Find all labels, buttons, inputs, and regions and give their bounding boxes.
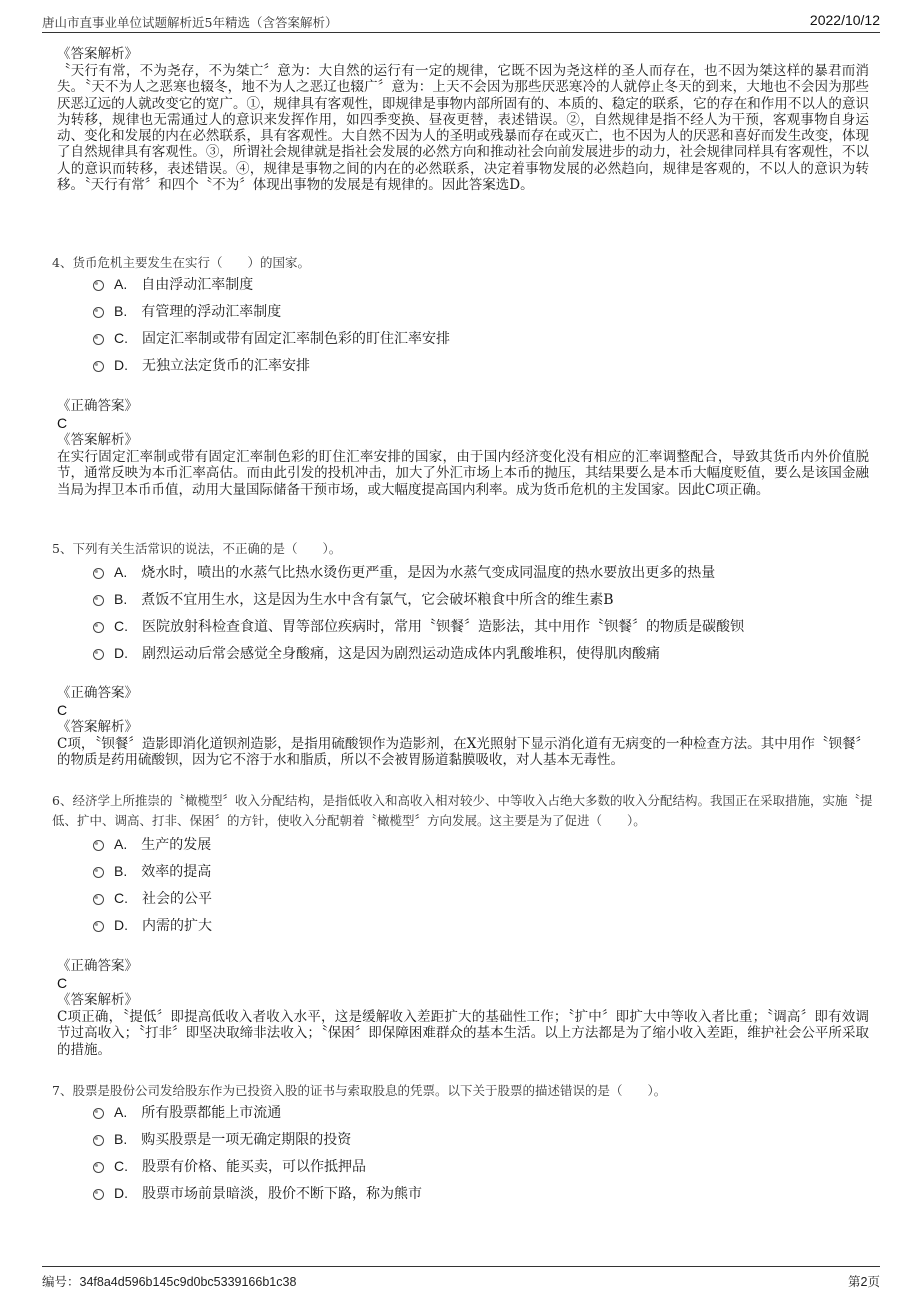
option-text: 生产的发展: [141, 836, 212, 853]
radio-icon[interactable]: [93, 1189, 104, 1200]
option-letter: B.: [114, 1130, 128, 1147]
option-letter: B.: [114, 302, 128, 319]
option-d[interactable]: [93, 1179, 873, 1206]
page-footer: [42, 1266, 880, 1289]
question-stem: 5、下列有关生活常识的说法，不正确的是（ ）。: [52, 541, 342, 556]
option-b[interactable]: [93, 297, 873, 324]
answer-value: C: [57, 975, 68, 991]
radio-icon[interactable]: [93, 334, 104, 345]
question-options: [93, 1098, 873, 1206]
option-text: 股票市场前景暗淡，股价不断下路，称为熊市: [142, 1185, 422, 1202]
page-prefix: 第: [848, 1274, 861, 1289]
option-letter: B.: [114, 862, 128, 879]
answer-block: [57, 958, 869, 1058]
option-text: 固定汇率制或带有固定汇率制色彩的盯住汇率安排: [142, 330, 450, 347]
answer-label: 《正确答案》: [57, 685, 138, 701]
document-code: [42, 1272, 296, 1290]
question-stem: 6、经济学上所推崇的〝橄榄型〞收入分配结构，是指低收入和高收入相对较少、中等收入占绝大多数的收入分配结构。我国正在采取措施，实施〝提低、扩中、调高、打非、保困〞的方针，使收入分配朝着〝橄榄型〞方向发展。这主要是为了促进（ ）。: [52, 793, 873, 828]
question-options: [93, 270, 873, 378]
option-text: 烧水时，喷出的水蒸气比热水烫伤更严重，是因为水蒸气变成同温度的热水要放出更多的热量: [141, 564, 716, 581]
page-number: [848, 1272, 880, 1290]
radio-icon[interactable]: [93, 649, 104, 660]
option-text: 医院放射科检查食道、胃等部位疾病时，常用〝钡餐〞造影法，其中用作〝钡餐〞的物质是碳酸钡: [142, 618, 744, 635]
answer-label: 《正确答案》: [57, 958, 138, 974]
radio-icon[interactable]: [93, 1162, 104, 1173]
option-b[interactable]: [93, 1125, 873, 1152]
option-letter: A.: [114, 275, 128, 292]
option-c[interactable]: [93, 612, 873, 639]
radio-icon[interactable]: [93, 1135, 104, 1146]
page-number-value: 2: [860, 1275, 868, 1289]
option-d[interactable]: [93, 351, 873, 378]
radio-icon[interactable]: [93, 921, 104, 932]
radio-icon[interactable]: [93, 307, 104, 318]
radio-icon[interactable]: [93, 894, 104, 905]
option-a[interactable]: [93, 558, 873, 585]
option-text: 所有股票都能上市流通: [141, 1104, 282, 1121]
option-a[interactable]: [93, 270, 873, 297]
analysis-label: 《答案解析》: [57, 719, 138, 735]
option-letter: A.: [114, 1103, 128, 1120]
option-c[interactable]: [93, 884, 873, 911]
option-d[interactable]: [93, 911, 873, 938]
option-letter: C.: [114, 889, 128, 906]
radio-icon[interactable]: [93, 595, 104, 606]
option-letter: A.: [114, 835, 128, 852]
radio-icon[interactable]: [93, 361, 104, 372]
analysis-label: 《答案解析》: [57, 432, 138, 448]
document-title: 唐山市直事业单位试题解析近5年精选（含答案解析）: [42, 15, 338, 30]
answer-block: [57, 685, 869, 769]
option-b[interactable]: [93, 857, 873, 884]
option-text: 社会的公平: [142, 890, 212, 907]
question-stem: 4、货币危机主要发生在实行（ ）的国家。: [52, 255, 310, 270]
question-stem: 7、股票是股份公司发给股东作为已投资入股的证书与索取股息的凭票。以下关于股票的描述错误的是（ ）。: [52, 1083, 667, 1098]
option-a[interactable]: [93, 830, 873, 857]
radio-icon[interactable]: [93, 840, 104, 851]
analysis-text: 在实行固定汇率制或带有固定汇率制色彩的盯住汇率安排的国家，由于国内经济变化没有相应的汇率调整配合，导致其货币内外价值脱节，通常反映为本币汇率高估。而由此引发的投机冲击，加大了外汇市场上本币的抛压，其结果要么是本币大幅度贬值，要么是该国金融当局为捍卫本币币值，动用大量国际储备干预市场，或大幅度提高国内利率。成为货币危机的主发国家。因此C项正确。: [57, 449, 869, 498]
radio-icon[interactable]: [93, 622, 104, 633]
option-letter: D.: [114, 1184, 128, 1201]
page-header: [42, 10, 880, 33]
option-text: 购买股票是一项无确定期限的投资: [141, 1131, 352, 1148]
analysis-text: 〝天行有常，不为尧存，不为桀亡〞意为：大自然的运行有一定的规律，它既不因为尧这样的圣人而存在，也不因为桀这样的暴君而消失。〝天不为人之恶寒也辍冬，地不为人之恶辽也辍广〞意为：上天不会因为那些厌恶寒冷的人就停止冬天的到来，大地也不会因为那些厌恶辽远的人就改变它的宽广。①，规律具有客观性，即规律是事物内部所固有的、本质的、稳定的联系，它的存在和作用不以人的意识为转移，规律也无需通过人的意识来发挥作用，如四季变换、昼夜更替，表述错误。②，自然规律是指不经人为干预，客观事物自身运动、变化和发展的内在必然联系，具有客观性。大自然不因为人的圣明或残暴而存在或灭亡，也不因为人的厌恶和喜好而发生改变，体现了自然规律具有客观性。③，所谓社会规律就是指社会发展的必然方向和推动社会向前发展进步的动力，社会规律同样具有客观性，不以人的意识而转移，表述错误。④，规律是事物之间的内在的必然联系，决定着事物发展的必然趋向，规律是客观的，不以人的意识为转移。〝天行有常〞和四个〝不为〞体现出事物的发展是有规律的。因此答案选D。: [57, 63, 869, 194]
option-letter: C.: [114, 1157, 128, 1174]
radio-icon[interactable]: [93, 280, 104, 291]
option-text: 股票有价格、能买卖，可以作抵押品: [142, 1158, 366, 1175]
radio-icon[interactable]: [93, 867, 104, 878]
option-text: 效率的提高: [141, 863, 212, 880]
analysis-text: C项，〝钡餐〞造影即消化道钡剂造影，是指用硫酸钡作为造影剂，在X光照射下显示消化道有无病变的一种检查方法。其中用作〝钡餐〞的物质是药用硫酸钡，因为它不溶于水和脂质，所以不会被胃肠道黏膜吸收，对人基本无毒性。: [57, 736, 869, 769]
question-options: [93, 830, 873, 938]
prev-analysis-block: [57, 46, 869, 193]
answer-value: C: [57, 702, 68, 718]
option-c[interactable]: [93, 1152, 873, 1179]
document-code-value: 34f8a4d596b145c9d0bc5339166b1c38: [79, 1275, 297, 1289]
option-text: 无独立法定货币的汇率安排: [142, 357, 310, 374]
analysis-label: 《答案解析》: [57, 992, 138, 1008]
radio-icon[interactable]: [93, 1108, 104, 1119]
option-letter: C.: [114, 617, 128, 634]
option-text: 内需的扩大: [142, 917, 212, 934]
option-text: 自由浮动汇率制度: [141, 276, 254, 293]
option-d[interactable]: [93, 639, 873, 666]
option-letter: D.: [114, 644, 128, 661]
option-letter: B.: [114, 590, 128, 607]
answer-label: 《正确答案》: [57, 398, 138, 414]
option-text: 煮饭不宜用生水，这是因为生水中含有氯气，它会破坏粮食中所含的维生素B: [141, 591, 614, 608]
option-c[interactable]: [93, 324, 873, 351]
document-code-label: 编号：: [42, 1274, 80, 1289]
option-letter: D.: [114, 916, 128, 933]
option-letter: C.: [114, 329, 128, 346]
page-suffix: 页: [867, 1274, 880, 1289]
option-letter: D.: [114, 356, 128, 373]
document-date: 2022/10/12: [809, 12, 880, 28]
option-letter: A.: [114, 563, 128, 580]
radio-icon[interactable]: [93, 568, 104, 579]
option-a[interactable]: [93, 1098, 873, 1125]
option-text: 有管理的浮动汇率制度: [141, 303, 282, 320]
option-text: 剧烈运动后常会感觉全身酸痛，这是因为剧烈运动造成体内乳酸堆积，使得肌肉酸痛: [142, 645, 660, 662]
answer-value: C: [57, 415, 68, 431]
question-options: [93, 558, 873, 666]
option-b[interactable]: [93, 585, 873, 612]
analysis-text: C项正确，〝提低〞即提高低收入者收入水平，这是缓解收入差距扩大的基础性工作；〝扩中〞即扩大中等收入者比重；〝调高〞即有效调节过高收入；〝打非〞即坚决取缔非法收入；〝保困〞即保障困难群众的基本生活。以上方法都是为了缩小收入差距，维护社会公平所采取的措施。: [57, 1009, 869, 1058]
analysis-label: 《答案解析》: [57, 46, 138, 62]
answer-block: [57, 398, 869, 498]
